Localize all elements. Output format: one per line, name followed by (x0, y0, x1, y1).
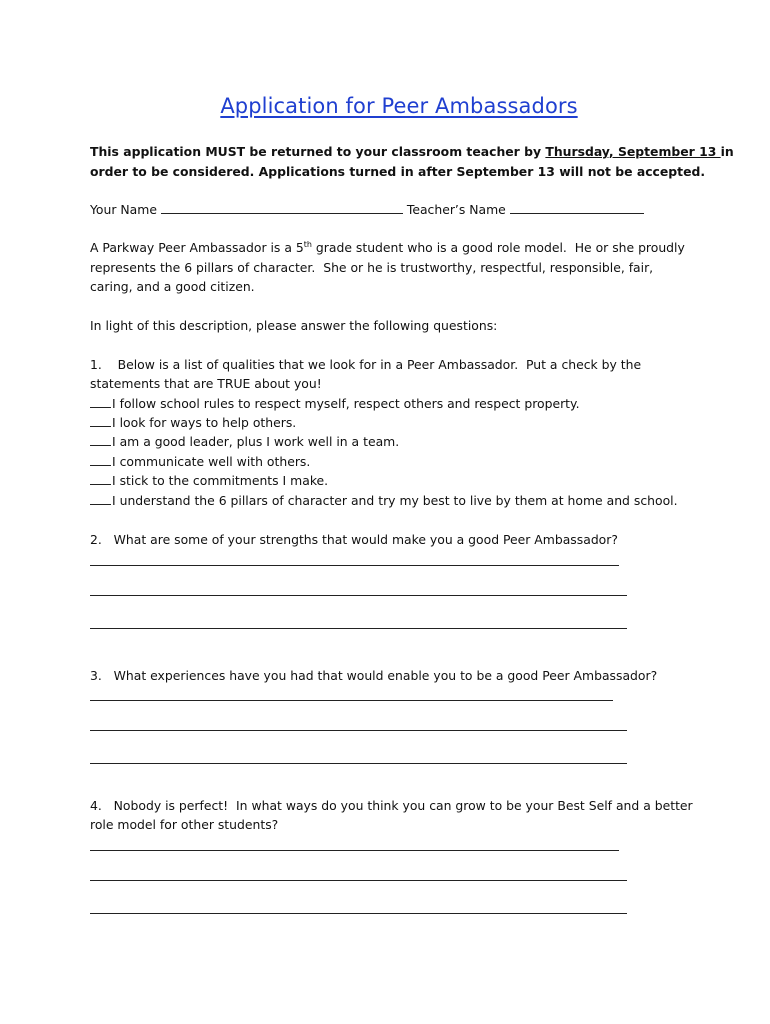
question-1-line-2: statements that are TRUE about you! (90, 376, 322, 391)
question-2-number: 2. (90, 532, 102, 547)
question-4-line-1 (90, 796, 693, 815)
checklist-item-text: I communicate well with others. (112, 454, 311, 469)
description-line-2: represents the 6 pillars of character. She or he is trustworthy, respectful, responsible, fair, (90, 260, 654, 275)
checklist-item (90, 394, 580, 413)
name-fields-row (90, 200, 644, 219)
notice-text-end: in (720, 144, 734, 159)
notice-deadline: Thursday, September 13 (545, 144, 721, 159)
your-name-field[interactable] (161, 202, 403, 214)
answer-line[interactable] (90, 730, 627, 731)
answer-line[interactable] (90, 565, 619, 566)
checklist-item (90, 452, 310, 471)
page-title: Application for Peer Ambassadors (220, 94, 578, 118)
notice-line-2: order to be considered. Applications turned in after September 13 will not be accepted. (90, 164, 706, 179)
checkbox-blank[interactable] (90, 415, 111, 427)
checkbox-blank[interactable] (90, 454, 111, 466)
question-4-number: 4. (90, 798, 102, 813)
answer-line[interactable] (90, 880, 627, 881)
question-3 (90, 666, 657, 685)
teacher-name-label: Teacher’s Name (406, 202, 506, 217)
checklist-item-text: I stick to the commitments I make. (112, 473, 329, 488)
description-line-3: caring, and a good citizen. (90, 279, 255, 294)
description-text: A Parkway Peer Ambassador is a 5 (90, 240, 304, 255)
description-line-1 (90, 238, 685, 257)
question-3-number: 3. (90, 668, 102, 683)
checkbox-blank[interactable] (90, 434, 111, 446)
description-text-end: grade student who is a good role model. He or she proudly (311, 240, 685, 255)
your-name-label: Your Name (90, 202, 157, 217)
checklist-item-text: I follow school rules to respect myself, respect others and respect property. (112, 396, 580, 411)
question-4-text: Nobody is perfect! In what ways do you think you can grow to be your Best Self and a better (113, 798, 693, 813)
notice-line-1 (90, 142, 734, 161)
teacher-name-field[interactable] (510, 202, 644, 214)
checklist-item-text: I am a good leader, plus I work well in a team. (112, 434, 400, 449)
answer-line[interactable] (90, 700, 613, 701)
question-3-text: What experiences have you had that would enable you to be a good Peer Ambassador? (113, 668, 658, 683)
question-4-line-2: role model for other students? (90, 817, 279, 832)
ordinal-suffix: th (303, 239, 312, 249)
question-2-text: What are some of your strengths that would make you a good Peer Ambassador? (113, 532, 618, 547)
checklist-item-text: I look for ways to help others. (112, 415, 297, 430)
answer-line[interactable] (90, 850, 619, 851)
instruction-text: In light of this description, please answer the following questions: (90, 318, 498, 333)
answer-line[interactable] (90, 763, 627, 764)
question-1-number: 1. (90, 357, 102, 372)
checklist-item (90, 491, 678, 510)
checklist-item-text: I understand the 6 pillars of character and try my best to live by them at home and school. (112, 493, 678, 508)
checklist-item (90, 471, 328, 490)
notice-text: This application MUST be returned to your classroom teacher by (90, 144, 546, 159)
answer-line[interactable] (90, 628, 627, 629)
checkbox-blank[interactable] (90, 493, 111, 505)
question-1-text: Below is a list of qualities that we look for in a Peer Ambassador. Put a check by the (117, 357, 642, 372)
question-1-line-1 (90, 355, 641, 374)
question-2 (90, 530, 618, 549)
answer-line[interactable] (90, 595, 627, 596)
answer-line[interactable] (90, 913, 627, 914)
checkbox-blank[interactable] (90, 473, 111, 485)
checkbox-blank[interactable] (90, 396, 111, 408)
checklist-item (90, 432, 399, 451)
checklist-item (90, 413, 296, 432)
